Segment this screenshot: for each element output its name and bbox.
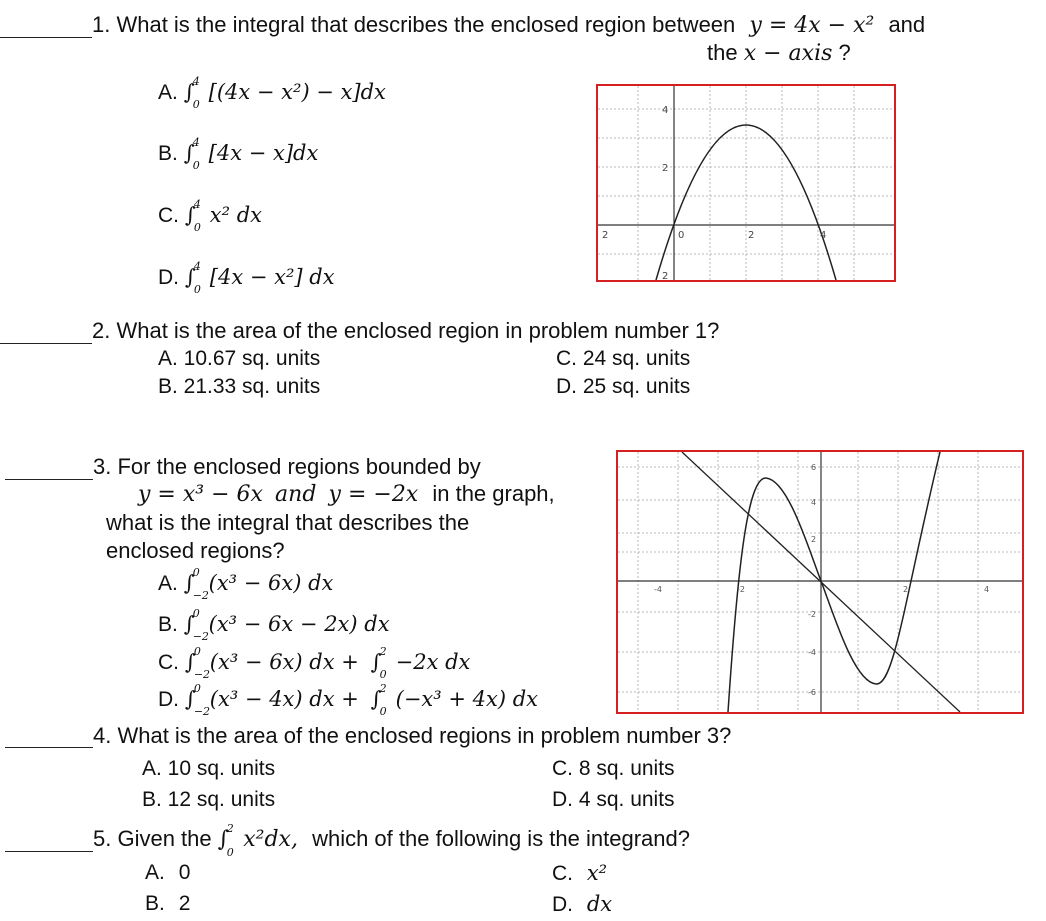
q1-option-a[interactable]: A. ∫ 4 0 [(4x − x²) − x]dx <box>158 75 386 111</box>
q5-option-c[interactable]: C. x² <box>552 861 608 885</box>
graph2-y-label: -4 <box>808 648 816 657</box>
question-5-text: 5. Given the ∫ 2 0 x²dx, which of the following is the integrand? <box>93 822 690 859</box>
graph1-y-label: 2 <box>662 271 669 280</box>
graph2-x-label: -4 <box>654 585 662 594</box>
q5-option-b[interactable]: B. 2 <box>145 892 191 915</box>
question-3-text: 3. For the enclosed regions bounded by <box>93 454 481 479</box>
graph-cubic <box>616 450 1024 714</box>
graph2-y-label: 6 <box>811 463 817 472</box>
graph2-y-label: -6 <box>808 688 816 697</box>
graph1-y-label: 4 <box>662 105 669 116</box>
q1-option-d[interactable]: D. ∫ 4 0 [4x − x²] dx <box>158 260 335 296</box>
question-1-text: 1. What is the integral that describes the enclosed region between y = 4x − x² and <box>92 12 926 38</box>
cubic-curve <box>728 452 940 712</box>
graph2-y-label: 4 <box>811 498 817 507</box>
graph-parabola-svg <box>598 86 894 280</box>
q2-option-a[interactable]: A. 10.67 sq. units <box>158 347 321 370</box>
answer-blank-4[interactable] <box>5 747 93 748</box>
graph2-y-label: 2 <box>811 535 817 544</box>
graph2-x-label: 4 <box>984 585 990 594</box>
question-3-equations: y = x³ − 6x and y = −2x in the graph, <box>138 481 555 507</box>
graph-cubic-svg <box>618 452 1022 712</box>
graph2-y-label: -2 <box>808 610 816 619</box>
graph1-y-label: 2 <box>662 163 669 174</box>
q3-option-a[interactable]: A. ∫ 0 −2 (x³ − 6x) dx <box>158 566 334 602</box>
question-3-text-line4: enclosed regions? <box>106 538 285 563</box>
q4-option-a[interactable]: A. 10 sq. units <box>142 757 276 780</box>
graph-parabola <box>596 84 896 282</box>
q5-option-a[interactable]: A. 0 <box>145 861 191 884</box>
q4-option-c[interactable]: C. 8 sq. units <box>552 757 675 780</box>
q3-option-b[interactable]: B. ∫ 0 −2 (x³ − 6x − 2x) dx <box>158 607 390 643</box>
answer-blank-5[interactable] <box>5 851 93 852</box>
q1-option-b[interactable]: B. ∫ 4 0 [4x − x]dx <box>158 136 319 172</box>
question-3-text-line3: what is the integral that describes the <box>106 510 470 535</box>
graph1-x-label: 2 <box>748 230 755 241</box>
q5-option-d[interactable]: D. dx <box>552 892 613 916</box>
q2-option-b[interactable]: B. 21.33 sq. units <box>158 375 321 398</box>
q2-option-d[interactable]: D. 25 sq. units <box>556 375 691 398</box>
question-2-text: 2. What is the area of the enclosed region in problem number 1? <box>92 318 720 343</box>
q3-option-c[interactable]: C. ∫ 0 −2 (x³ − 6x) dx + ∫ 2 0 −2x dx <box>158 645 471 681</box>
answer-blank-1[interactable] <box>0 37 92 38</box>
q4-option-b[interactable]: B. 12 sq. units <box>142 788 276 811</box>
question-1-equation: y = 4x − x² <box>749 13 875 38</box>
question-4-text: 4. What is the area of the enclosed regions in problem number 3? <box>93 723 732 748</box>
answer-blank-2[interactable] <box>0 343 92 344</box>
graph1-x-label: 2 <box>602 230 609 241</box>
q3-option-d[interactable]: D. ∫ 0 −2 (x³ − 4x) dx + ∫ 2 0 (−x³ + 4x) dx <box>158 682 538 718</box>
graph1-x-label: 4 <box>820 230 827 241</box>
graph2-x-label: -2 <box>737 585 745 594</box>
q2-option-c[interactable]: C. 24 sq. units <box>556 347 691 370</box>
graph2-x-label: 2 <box>903 585 909 594</box>
q4-option-d[interactable]: D. 4 sq. units <box>552 788 675 811</box>
answer-blank-3[interactable] <box>5 479 93 480</box>
graph1-x-label: 0 <box>678 230 685 241</box>
q1-option-c[interactable]: C. ∫ 4 0 x² dx <box>158 198 263 234</box>
question-1-text-line2: the x − axis ? <box>707 40 851 66</box>
